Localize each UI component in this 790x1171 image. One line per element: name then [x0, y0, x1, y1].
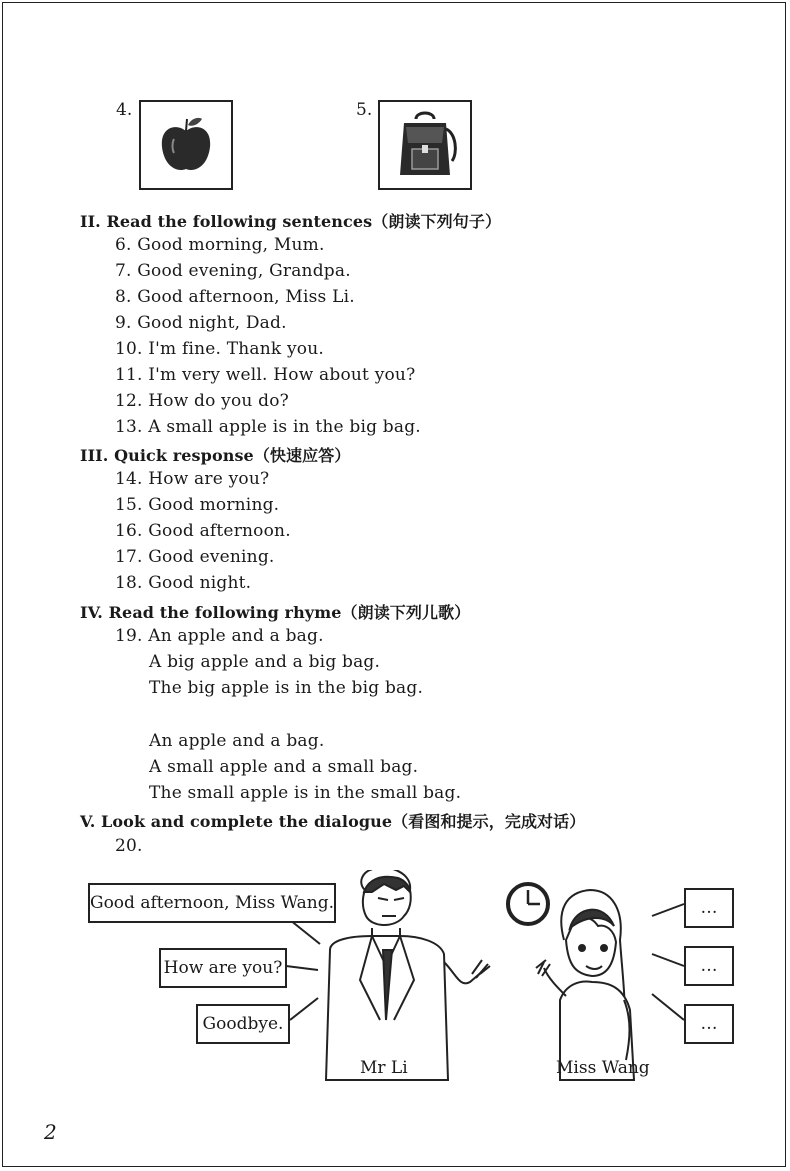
sentence-6: 6. Good morning, Mum. — [115, 235, 325, 255]
response-17: 17. Good evening. — [115, 547, 275, 567]
bubble-3-tail — [290, 998, 318, 1020]
rhyme-line-6: The small apple is in the small bag. — [149, 783, 462, 803]
bubble-good-afternoon: Good afternoon, Miss Wang. — [88, 883, 336, 923]
bubble-4-tail — [652, 904, 684, 916]
name-mr-li: Mr Li — [360, 1058, 408, 1078]
picture-4-frame — [139, 100, 233, 190]
sentence-9: 9. Good night, Dad. — [115, 313, 287, 333]
answer-bubble-2[interactable]: … — [684, 946, 734, 986]
response-15: 15. Good morning. — [115, 495, 280, 515]
section-2-heading: II. Read the following sentences（朗读下列句子） — [80, 212, 502, 231]
answer-bubble-1[interactable]: … — [684, 888, 734, 928]
page-number: 2 — [44, 1120, 57, 1144]
bubble-goodbye: Goodbye. — [196, 1004, 290, 1044]
bubble-5-tail — [652, 954, 684, 966]
picture-5-label: 5. — [356, 100, 373, 120]
name-miss-wang: Miss Wang — [556, 1058, 650, 1078]
sentence-8: 8. Good afternoon, Miss Li. — [115, 287, 355, 307]
rhyme-line-5: A small apple and a small bag. — [149, 757, 419, 777]
clock-icon — [508, 884, 548, 924]
picture-5-frame — [378, 100, 472, 190]
miss-wang-figure — [536, 890, 634, 1080]
picture-4-label: 4. — [116, 100, 133, 120]
bubble-6-tail — [652, 994, 684, 1020]
sentence-10: 10. I'm fine. Thank you. — [115, 339, 324, 359]
sentence-7: 7. Good evening, Grandpa. — [115, 261, 351, 281]
bubble-how-are-you: How are you? — [159, 948, 287, 988]
sentence-12: 12. How do you do? — [115, 391, 289, 411]
bubble-1-tail — [290, 920, 320, 944]
rhyme-line-1: 19. An apple and a bag. — [115, 626, 324, 646]
section-5-heading: V. Look and complete the dialogue（看图和提示，完成对话） — [80, 812, 586, 831]
response-14: 14. How are you? — [115, 469, 270, 489]
rhyme-line-3: The big apple is in the big bag. — [149, 678, 424, 698]
response-16: 16. Good afternoon. — [115, 521, 291, 541]
schoolbag-icon — [390, 109, 460, 181]
rhyme-line-2: A big apple and a big bag. — [149, 652, 381, 672]
response-18: 18. Good night. — [115, 573, 252, 593]
sentence-13: 13. A small apple is in the big bag. — [115, 417, 421, 437]
rhyme-line-4: An apple and a bag. — [149, 731, 325, 751]
section-4-heading: IV. Read the following rhyme（朗读下列儿歌） — [80, 603, 471, 622]
mr-li-figure — [326, 870, 490, 1080]
section-3-heading: III. Quick response（快速应答） — [80, 446, 351, 465]
answer-bubble-3[interactable]: … — [684, 1004, 734, 1044]
bubble-2-tail — [286, 966, 318, 970]
sentence-11: 11. I'm very well. How about you? — [115, 365, 416, 385]
item-20-label: 20. — [115, 836, 143, 856]
apple-icon — [156, 113, 216, 177]
